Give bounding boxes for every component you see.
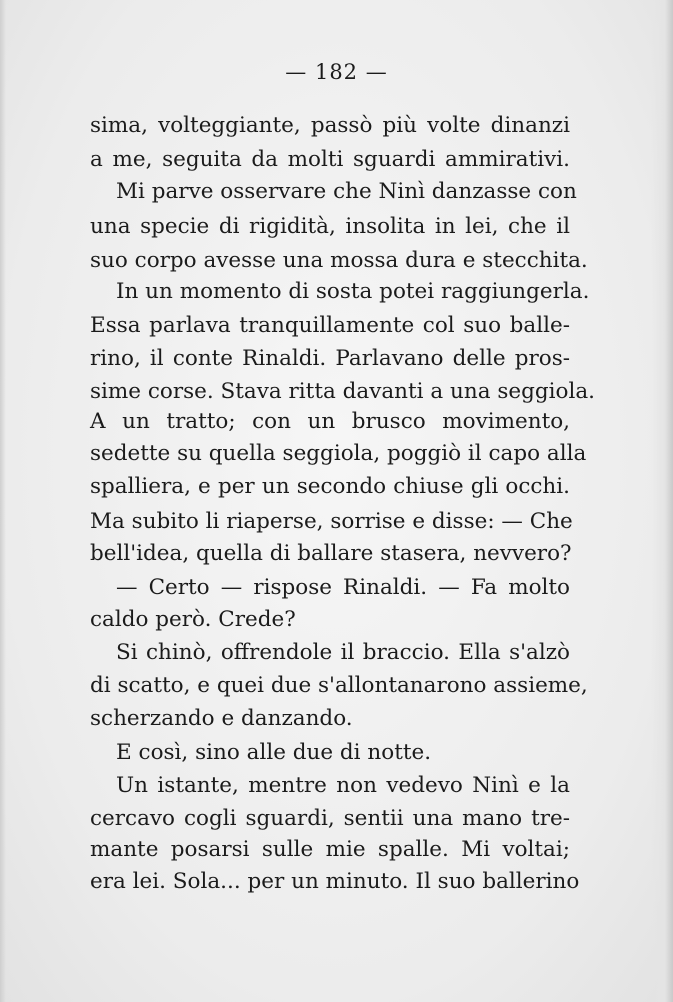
text-line: era lei. Sola... per un minuto. Il suo ballerino [90, 869, 580, 894]
text-line: cercavo cogli sguardi, sentii una mano tre- [90, 806, 570, 831]
text-line: spalliera, e per un secondo chiuse gli occhi. [90, 474, 570, 499]
text-line: sime corse. Stava ritta davanti a una seggiola. [90, 379, 595, 404]
text-line: sima, volteggiante, passò più volte dinanzi [90, 113, 570, 138]
text-line: bell'idea, quella di ballare stasera, nevvero? [90, 541, 572, 566]
text-line: caldo però. Crede? [90, 607, 296, 632]
text-line: A un tratto; con un brusco movimento, [90, 409, 570, 434]
text-line: Essa parlava tranquillamente col suo balle- [90, 313, 570, 338]
text-line: mante posarsi sulle mie spalle. Mi voltai; [90, 837, 570, 862]
text-line: Si chinò, offrendole il braccio. Ella s'alzò [116, 640, 570, 665]
page-right-edge [651, 0, 673, 1002]
text-line: rino, il conte Rinaldi. Parlavano delle pros- [90, 346, 570, 371]
text-line: Un istante, mentre non vedevo Ninì e la [116, 773, 570, 798]
text-line: sedette su quella seggiola, poggiò il capo alla [90, 441, 587, 466]
text-line: Ma subito li riaperse, sorrise e disse: — Che [90, 509, 573, 534]
text-line: a me, seguita da molti sguardi ammirativi. [90, 147, 570, 172]
text-line: scherzando e danzando. [90, 706, 353, 731]
text-line: suo corpo avesse una mossa dura e stecchita. [90, 248, 588, 273]
page-left-edge [0, 0, 6, 1002]
text-line: una specie di rigidità, insolita in lei, che il [90, 214, 570, 239]
text-line: E così, sino alle due di notte. [116, 740, 432, 765]
text-line: di scatto, e quei due s'allontanarono assieme, [90, 673, 588, 698]
text-line: Mi parve osservare che Ninì danzasse con [116, 179, 577, 204]
text-line: — Certo — rispose Rinaldi. — Fa molto [116, 575, 570, 600]
page-number: — 182 — [285, 60, 388, 84]
text-line: In un momento di sosta potei raggiungerla. [116, 279, 590, 304]
